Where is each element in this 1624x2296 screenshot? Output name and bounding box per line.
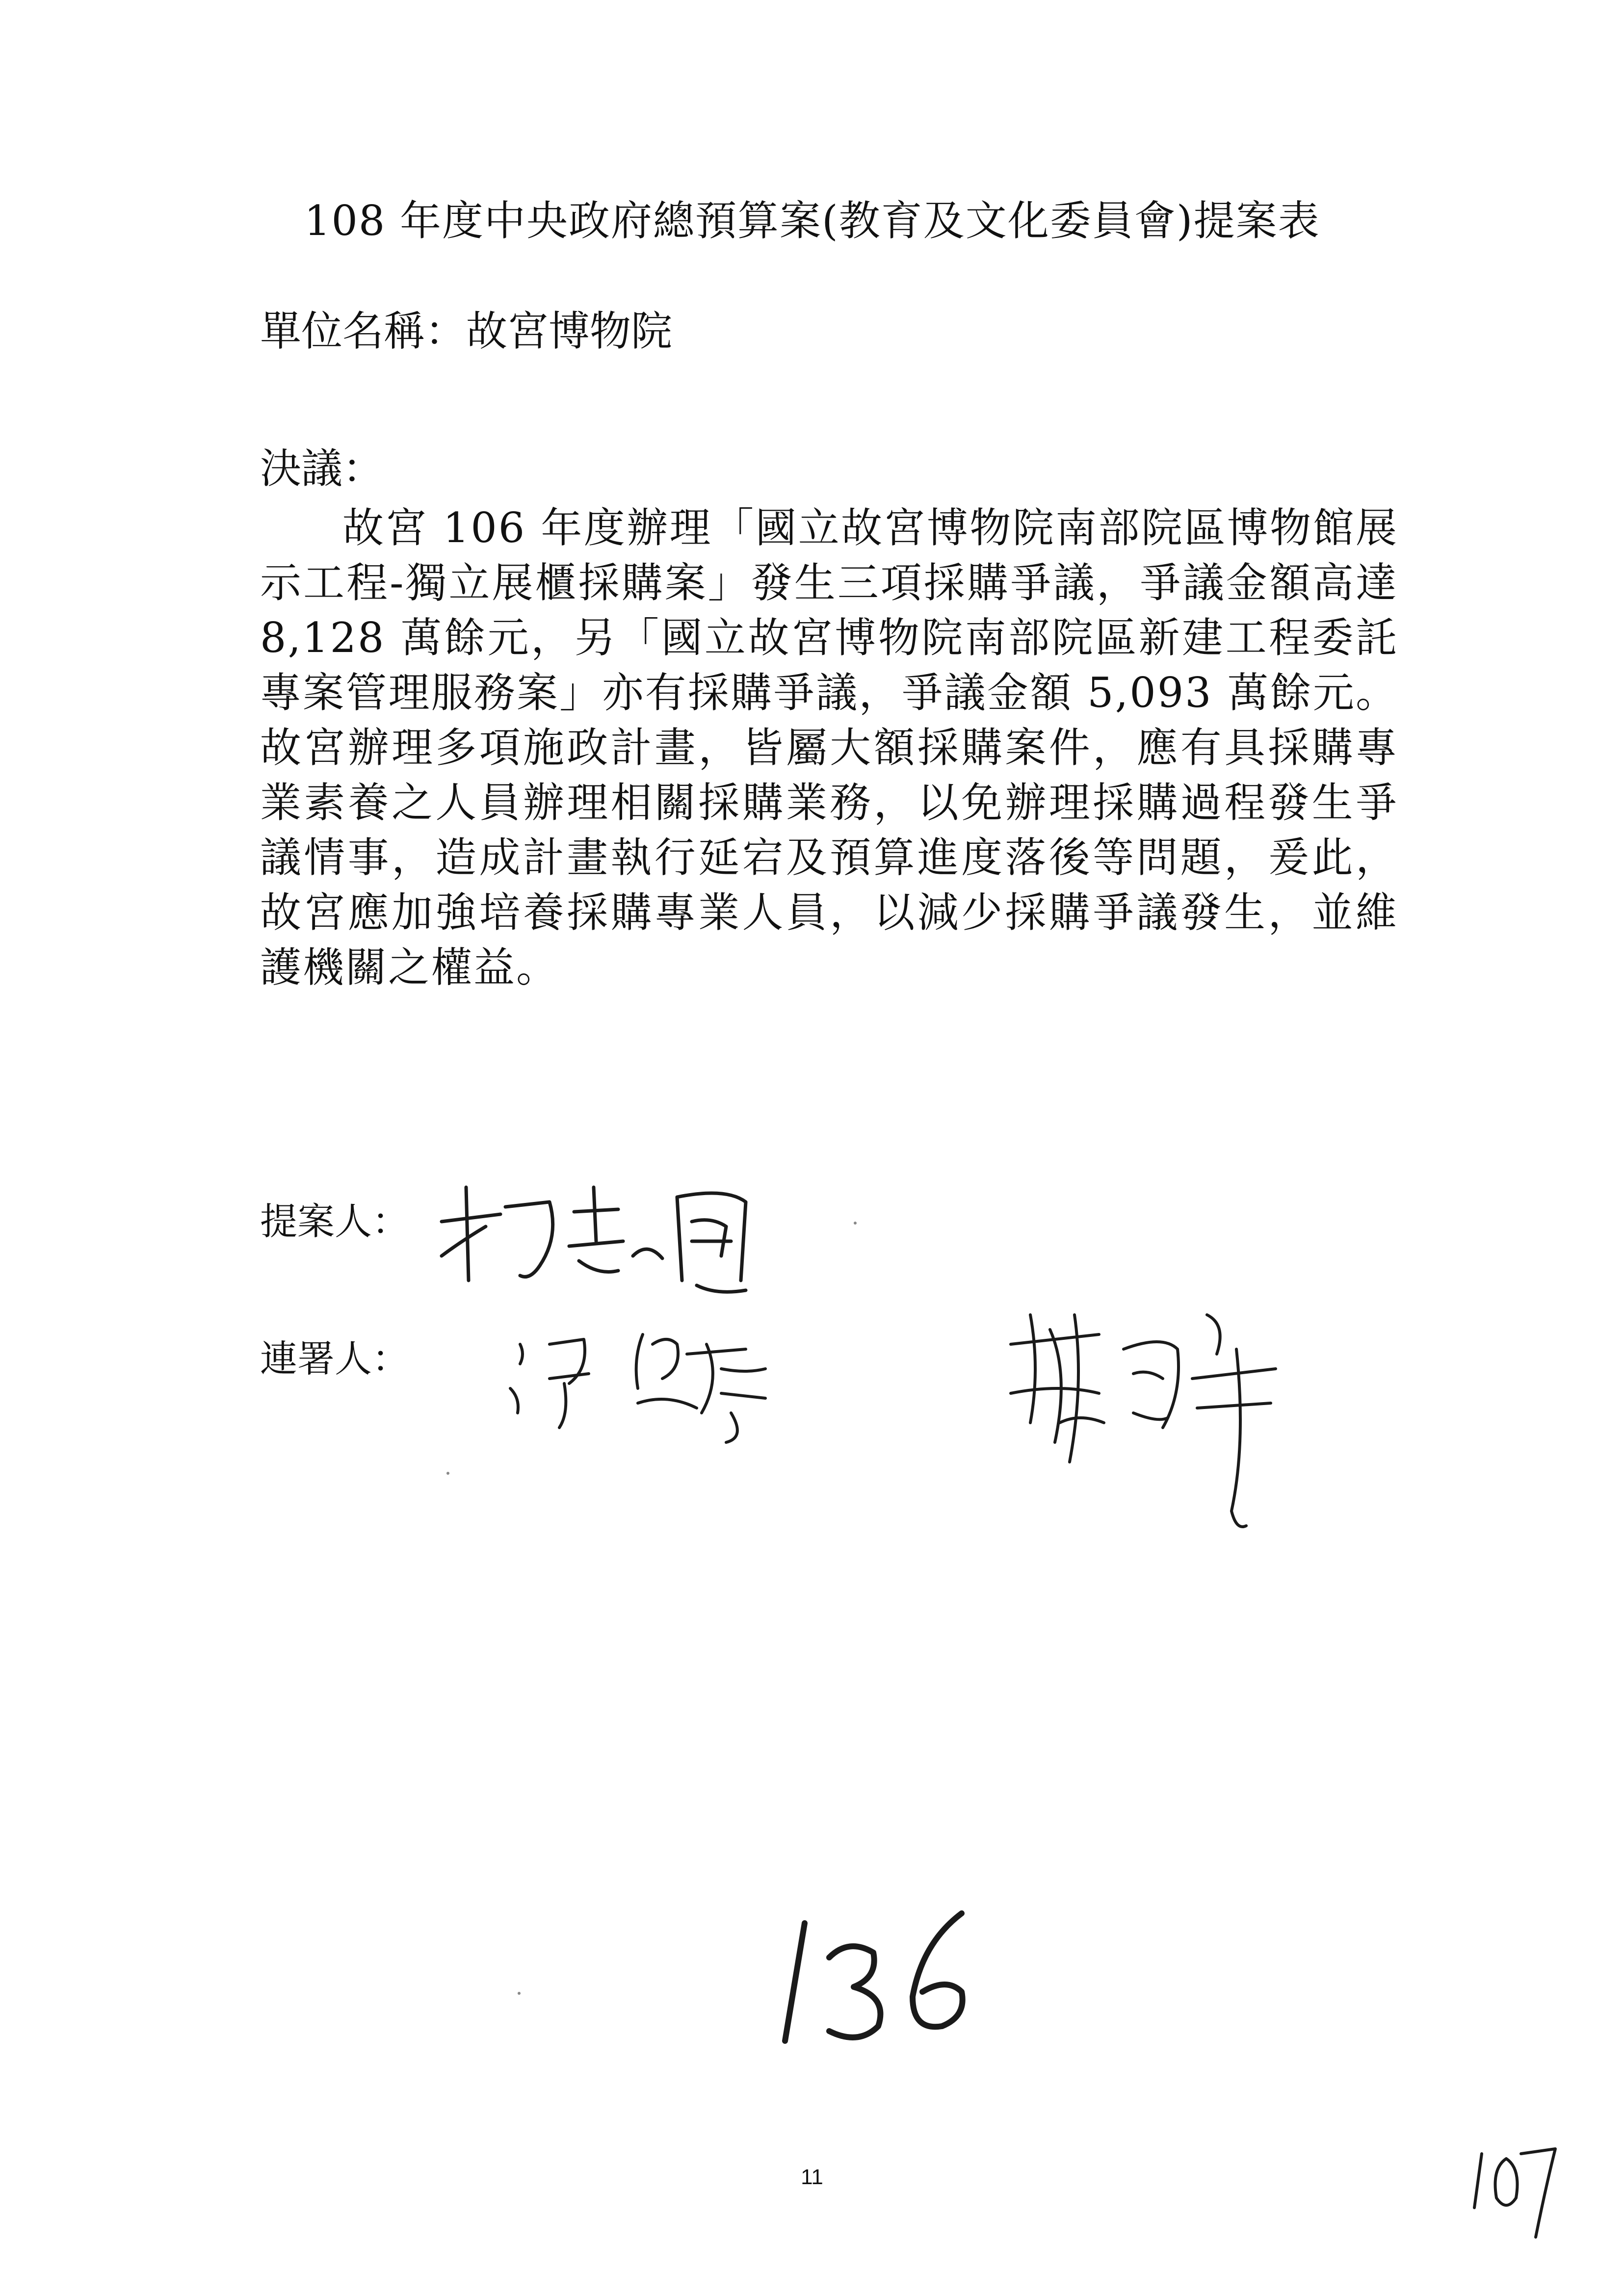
document-title: 108 年度中央政府總預算案(教育及文化委員會)提案表 — [304, 197, 1320, 245]
unit-name: 單位名稱：故宮博物院 — [260, 307, 673, 355]
cosigner-label: 連署人： — [260, 1337, 409, 1381]
scan-speck — [518, 1992, 521, 1995]
proposer-label: 提案人： — [260, 1200, 409, 1243]
page-number: 11 — [801, 2165, 823, 2189]
proposer-signature — [432, 1168, 775, 1315]
scan-speck — [446, 1472, 449, 1475]
cosigner-signature-2 — [1001, 1295, 1305, 1550]
cosigner-signature-1 — [491, 1315, 834, 1452]
resolution-label: 決議： — [260, 444, 384, 493]
handwritten-corner-number — [1467, 2119, 1565, 2242]
resolution-body: 故宮 106 年度辦理「國立故宮博物院南部院區博物館展示工程-獨立展櫃採購案」發生三項採購爭議，爭議金額高達 8,128 萬餘元，另「國立故宮博物院南部院區新建工程委託專案管理服務案」亦有採購爭議，爭議金額 5,093 萬餘元。故宮辦理多項施政計畫，皆屬大額採購案件，應有具採購專業素養之人員辦理相關採購業務，以免辦理採購過程發生爭議情事，造成計畫執行延宕及預算進度落後等問題，爰此，故宮應加強培養採購專業人員，以減少採購爭議發生，並維護機關之權益。 — [260, 504, 1398, 991]
handwritten-number — [765, 1884, 991, 2051]
scan-speck — [854, 1222, 857, 1225]
